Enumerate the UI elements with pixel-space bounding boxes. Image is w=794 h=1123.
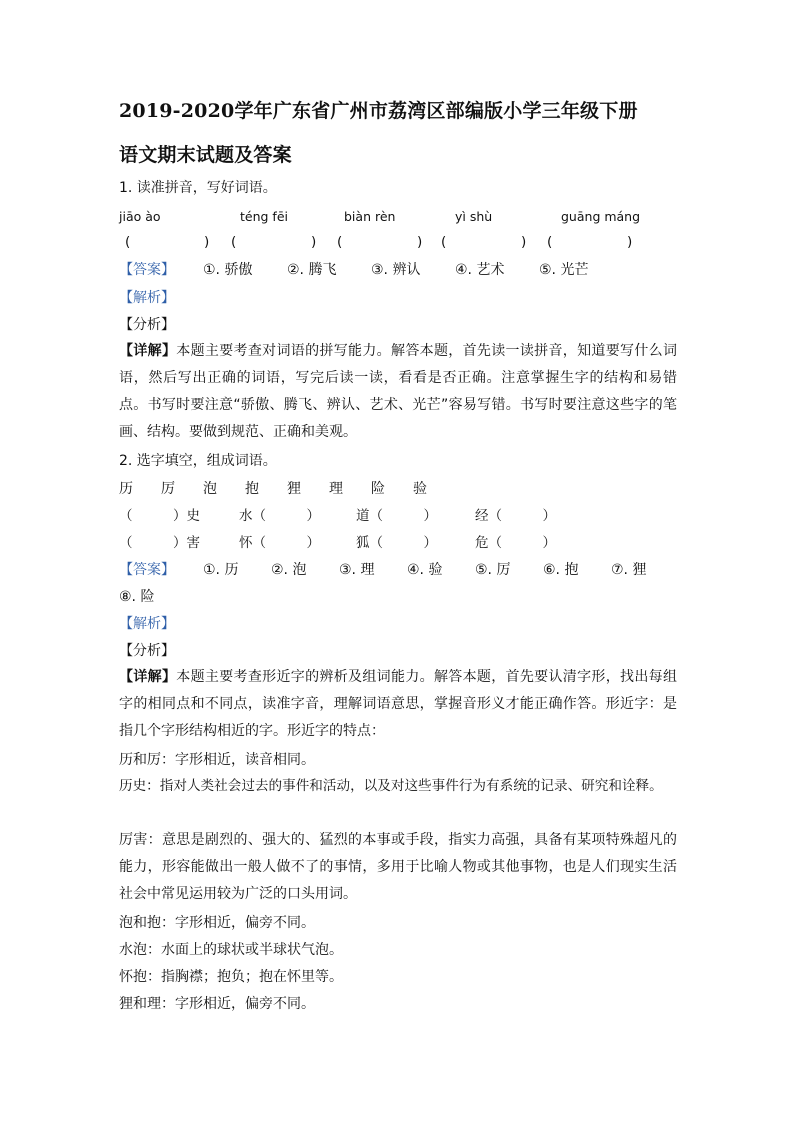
pinyin-1: jiāo ào xyxy=(119,209,161,224)
answer-label: 【答案】 xyxy=(119,262,175,278)
pinyin-4: yì shù xyxy=(455,209,493,224)
blank-close-2: ) xyxy=(311,234,317,250)
blank-open-3: ( xyxy=(337,234,343,250)
q2-note-2: 历史：指对人类社会过去的事件和活动，以及对这些事件行为有系统的记录、研究和诠释。 xyxy=(119,778,663,794)
char-7: 险 xyxy=(371,481,385,497)
char-1: 历 xyxy=(119,481,133,497)
fill-1-4: 经（ ） xyxy=(475,508,556,524)
blank-open-1: ( xyxy=(125,234,131,250)
q2-note-1: 历和厉：字形相近，读音相同。 xyxy=(119,752,315,768)
pinyin-3: biàn rèn xyxy=(344,209,396,224)
q2-answer-4: ④. 验 xyxy=(407,562,443,578)
blank-close-4: ) xyxy=(521,234,527,250)
q1-detail-text: 本题主要考查对词语的拼写能力。解答本题，首先读一读拼音，知道要写什么词语，然后写出正确的词语，写完后读一读，看看是否正确。注意掌握生字的结构和易错点。书写时要注意“骄傲、腾飞、辨认、艺术、光芒”容易写错。书写时要注意这些字的笔画、结构。要做到规范、正确和美观。 xyxy=(119,343,678,440)
q2-answer-label: 【答案】 xyxy=(119,562,175,578)
q2-note-7: 狸和理：字形相近，偏旁不同。 xyxy=(119,996,315,1012)
q2-answer-6: ⑥. 抱 xyxy=(543,562,579,578)
q2-answer-1: ①. 历 xyxy=(203,562,239,578)
char-8: 验 xyxy=(413,481,427,497)
fill-1-2: 水（ ） xyxy=(239,508,320,524)
fill-2-1: （ ）害 xyxy=(119,535,200,551)
q2-fill-row-2 xyxy=(119,533,679,553)
char-5: 狸 xyxy=(287,481,301,497)
char-4: 抱 xyxy=(245,481,259,497)
q2-answer-3: ③. 理 xyxy=(339,562,375,578)
fill-2-4: 危（ ） xyxy=(475,535,556,551)
q2-answer-7: ⑦. 狸 xyxy=(611,562,647,578)
pinyin-2: téng fēi xyxy=(240,209,288,224)
fill-2-2: 怀（ ） xyxy=(239,535,320,551)
answer-5: ⑤. 光芒 xyxy=(539,262,589,278)
q2-answer-8: ⑧. 险 xyxy=(119,589,155,605)
answer-2: ②. 腾飞 xyxy=(287,262,337,278)
blank-close-1: ) xyxy=(204,234,210,250)
blank-open-2: ( xyxy=(231,234,237,250)
doc-title-line1: 2019-2020学年广东省广州市荔湾区部编版小学三年级下册 xyxy=(119,100,638,122)
q1-answer-row xyxy=(119,260,679,280)
q1-blank-row xyxy=(119,232,679,252)
blank-open-4: ( xyxy=(441,234,447,250)
q2-answer-2: ②. 泡 xyxy=(271,562,307,578)
q2-answer-5: ⑤. 厉 xyxy=(475,562,511,578)
q1-detail xyxy=(119,338,677,446)
q1-fenxi-label: 【分析】 xyxy=(119,317,175,333)
char-6: 理 xyxy=(329,481,343,497)
q1-jiexi-label: 【解析】 xyxy=(119,290,175,306)
q2-fenxi-label: 【分析】 xyxy=(119,643,175,659)
q2-detail-label: 【详解】 xyxy=(119,669,177,685)
doc-title-line2: 语文期末试题及答案 xyxy=(119,144,292,166)
q2-char-row xyxy=(119,479,679,499)
q2-detail xyxy=(119,664,677,745)
answer-3: ③. 辨认 xyxy=(371,262,421,278)
q2-fill-row-1 xyxy=(119,506,679,526)
q1-pinyin-row xyxy=(119,207,679,227)
answer-1: ①. 骄傲 xyxy=(203,262,253,278)
blank-open-5: ( xyxy=(547,234,553,250)
fill-2-3: 狐（ ） xyxy=(356,535,437,551)
q1-question: 1. 读准拼音，写好词语。 xyxy=(119,180,277,196)
q2-jiexi-label: 【解析】 xyxy=(119,616,175,632)
q2-answer-row xyxy=(119,560,679,580)
char-3: 泡 xyxy=(203,481,217,497)
fill-1-1: （ ）史 xyxy=(119,508,200,524)
q2-question: 2. 选字填空，组成词语。 xyxy=(119,453,277,469)
q2-note-3: 厉害：意思是剧烈的、强大的、猛烈的本事或手段，指实力高强，具备有某项特殊超凡的能力，形容能做出一般人做不了的事情，多用于比喻人物或其他事物，也是人们现实生活社会中常见运用较为广泛的口头用词。 xyxy=(119,832,677,902)
fill-1-3: 道（ ） xyxy=(356,508,437,524)
q2-note-6: 怀抱：指胸襟；抱负；抱在怀里等。 xyxy=(119,969,343,985)
q2-detail-text: 本题主要考查形近字的辨析及组词能力。解答本题，首先要认清字形，找出每组字的相同点和不同点，读准字音，理解词语意思，掌握音形义才能正确作答。形近字：是指几个字形结构相近的字。形近字的特点： xyxy=(119,669,678,739)
pinyin-5: guāng máng xyxy=(561,209,641,224)
q2-note-4: 泡和抱：字形相近，偏旁不同。 xyxy=(119,915,315,931)
q2-note-5: 水泡：水面上的球状或半球状气泡。 xyxy=(119,942,343,958)
char-2: 厉 xyxy=(161,481,175,497)
blank-close-5: ) xyxy=(627,234,633,250)
blank-close-3: ) xyxy=(417,234,423,250)
answer-4: ④. 艺术 xyxy=(455,262,505,278)
q1-detail-label: 【详解】 xyxy=(119,343,177,359)
